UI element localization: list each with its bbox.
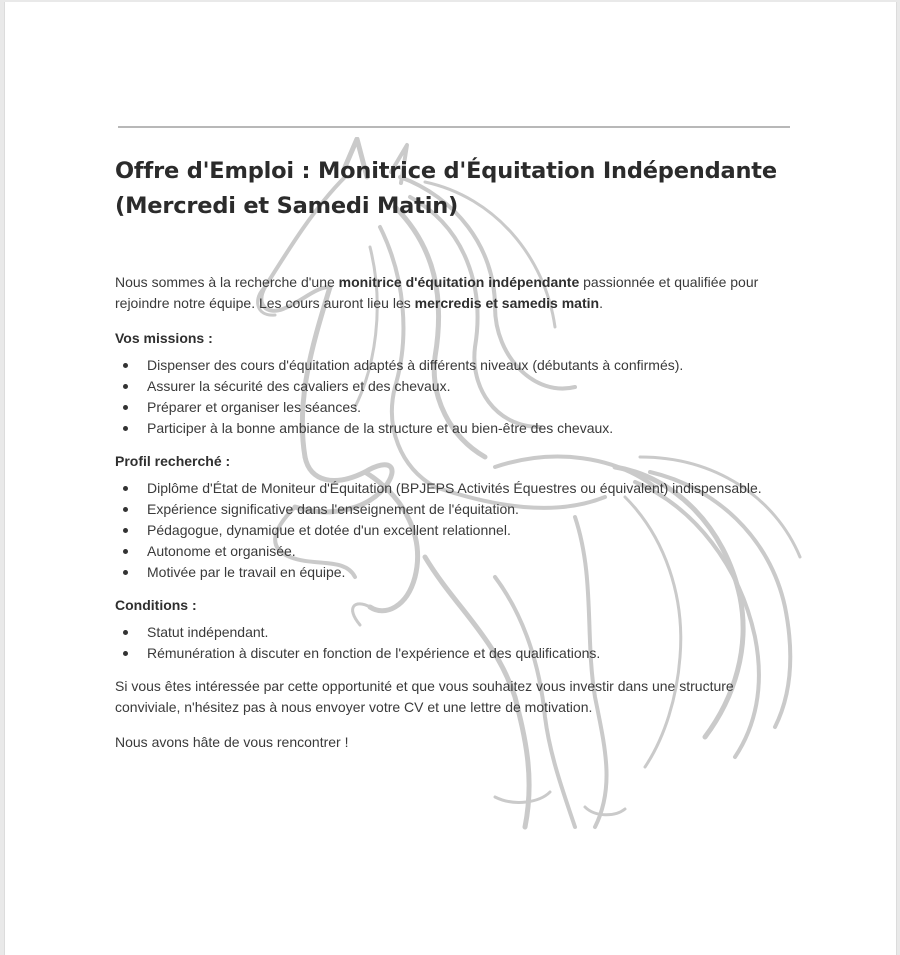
intro-text-3: . xyxy=(599,295,603,311)
list-item: Dispenser des cours d'équitation adaptés à différents niveaux (débutants à confirmés). xyxy=(147,355,805,376)
list-item: Assurer la sécurité des cavaliers et des chevaux. xyxy=(147,376,805,397)
list-item: Motivée par le travail en équipe. xyxy=(147,562,805,583)
list-item: Expérience significative dans l'enseignement de l'équitation. xyxy=(147,499,805,520)
closing-paragraph: Si vous êtes intéressée par cette opportunité et que vous souhaitez vous investir dans une structure conviviale, n'hésitez pas à nous envoyer votre CV et une lettre de motivation. xyxy=(115,678,734,715)
list-item: Pédagogue, dynamique et dotée d'un excellent relationnel. xyxy=(147,520,805,541)
section-heading-missions: Vos missions : xyxy=(115,330,213,346)
list-item: Diplôme d'État de Moniteur d'Équitation (BPJEPS Activités Équestres ou équivalent) indispensable. xyxy=(147,478,787,499)
intro-text-2: passionnée et qualifiée pour rejoindre notre équipe. Les cours auront lieu les xyxy=(115,274,759,311)
list-item: Préparer et organiser les séances. xyxy=(147,397,805,418)
conditions-list xyxy=(115,622,805,664)
list-item: Statut indépendant. xyxy=(147,622,805,643)
list-item: Participer à la bonne ambiance de la structure et au bien-être des chevaux. xyxy=(147,418,805,439)
page-title: Offre d'Emploi : Monitrice d'Équitation Indépendante (Mercredi et Samedi Matin) xyxy=(115,158,777,219)
intro-bold-schedule: mercredis et samedis matin xyxy=(414,295,600,311)
list-item: Rémunération à discuter en fonction de l'expérience et des qualifications. xyxy=(147,643,805,664)
intro-paragraph xyxy=(115,272,805,314)
document-page xyxy=(4,2,897,955)
section-heading-profile: Profil recherché : xyxy=(115,453,231,469)
intro-text-1: Nous sommes à la recherche d'une xyxy=(115,274,339,290)
intro-bold-role: monitrice d'équitation indépendante xyxy=(338,274,580,290)
section-heading-conditions: Conditions : xyxy=(115,597,197,613)
missions-list xyxy=(115,355,805,439)
profile-list xyxy=(115,478,805,583)
horizontal-rule xyxy=(118,126,790,128)
list-item: Autonome et organisée. xyxy=(147,541,805,562)
signoff-text: Nous avons hâte de vous rencontrer ! xyxy=(115,734,349,750)
document-body xyxy=(115,272,805,767)
